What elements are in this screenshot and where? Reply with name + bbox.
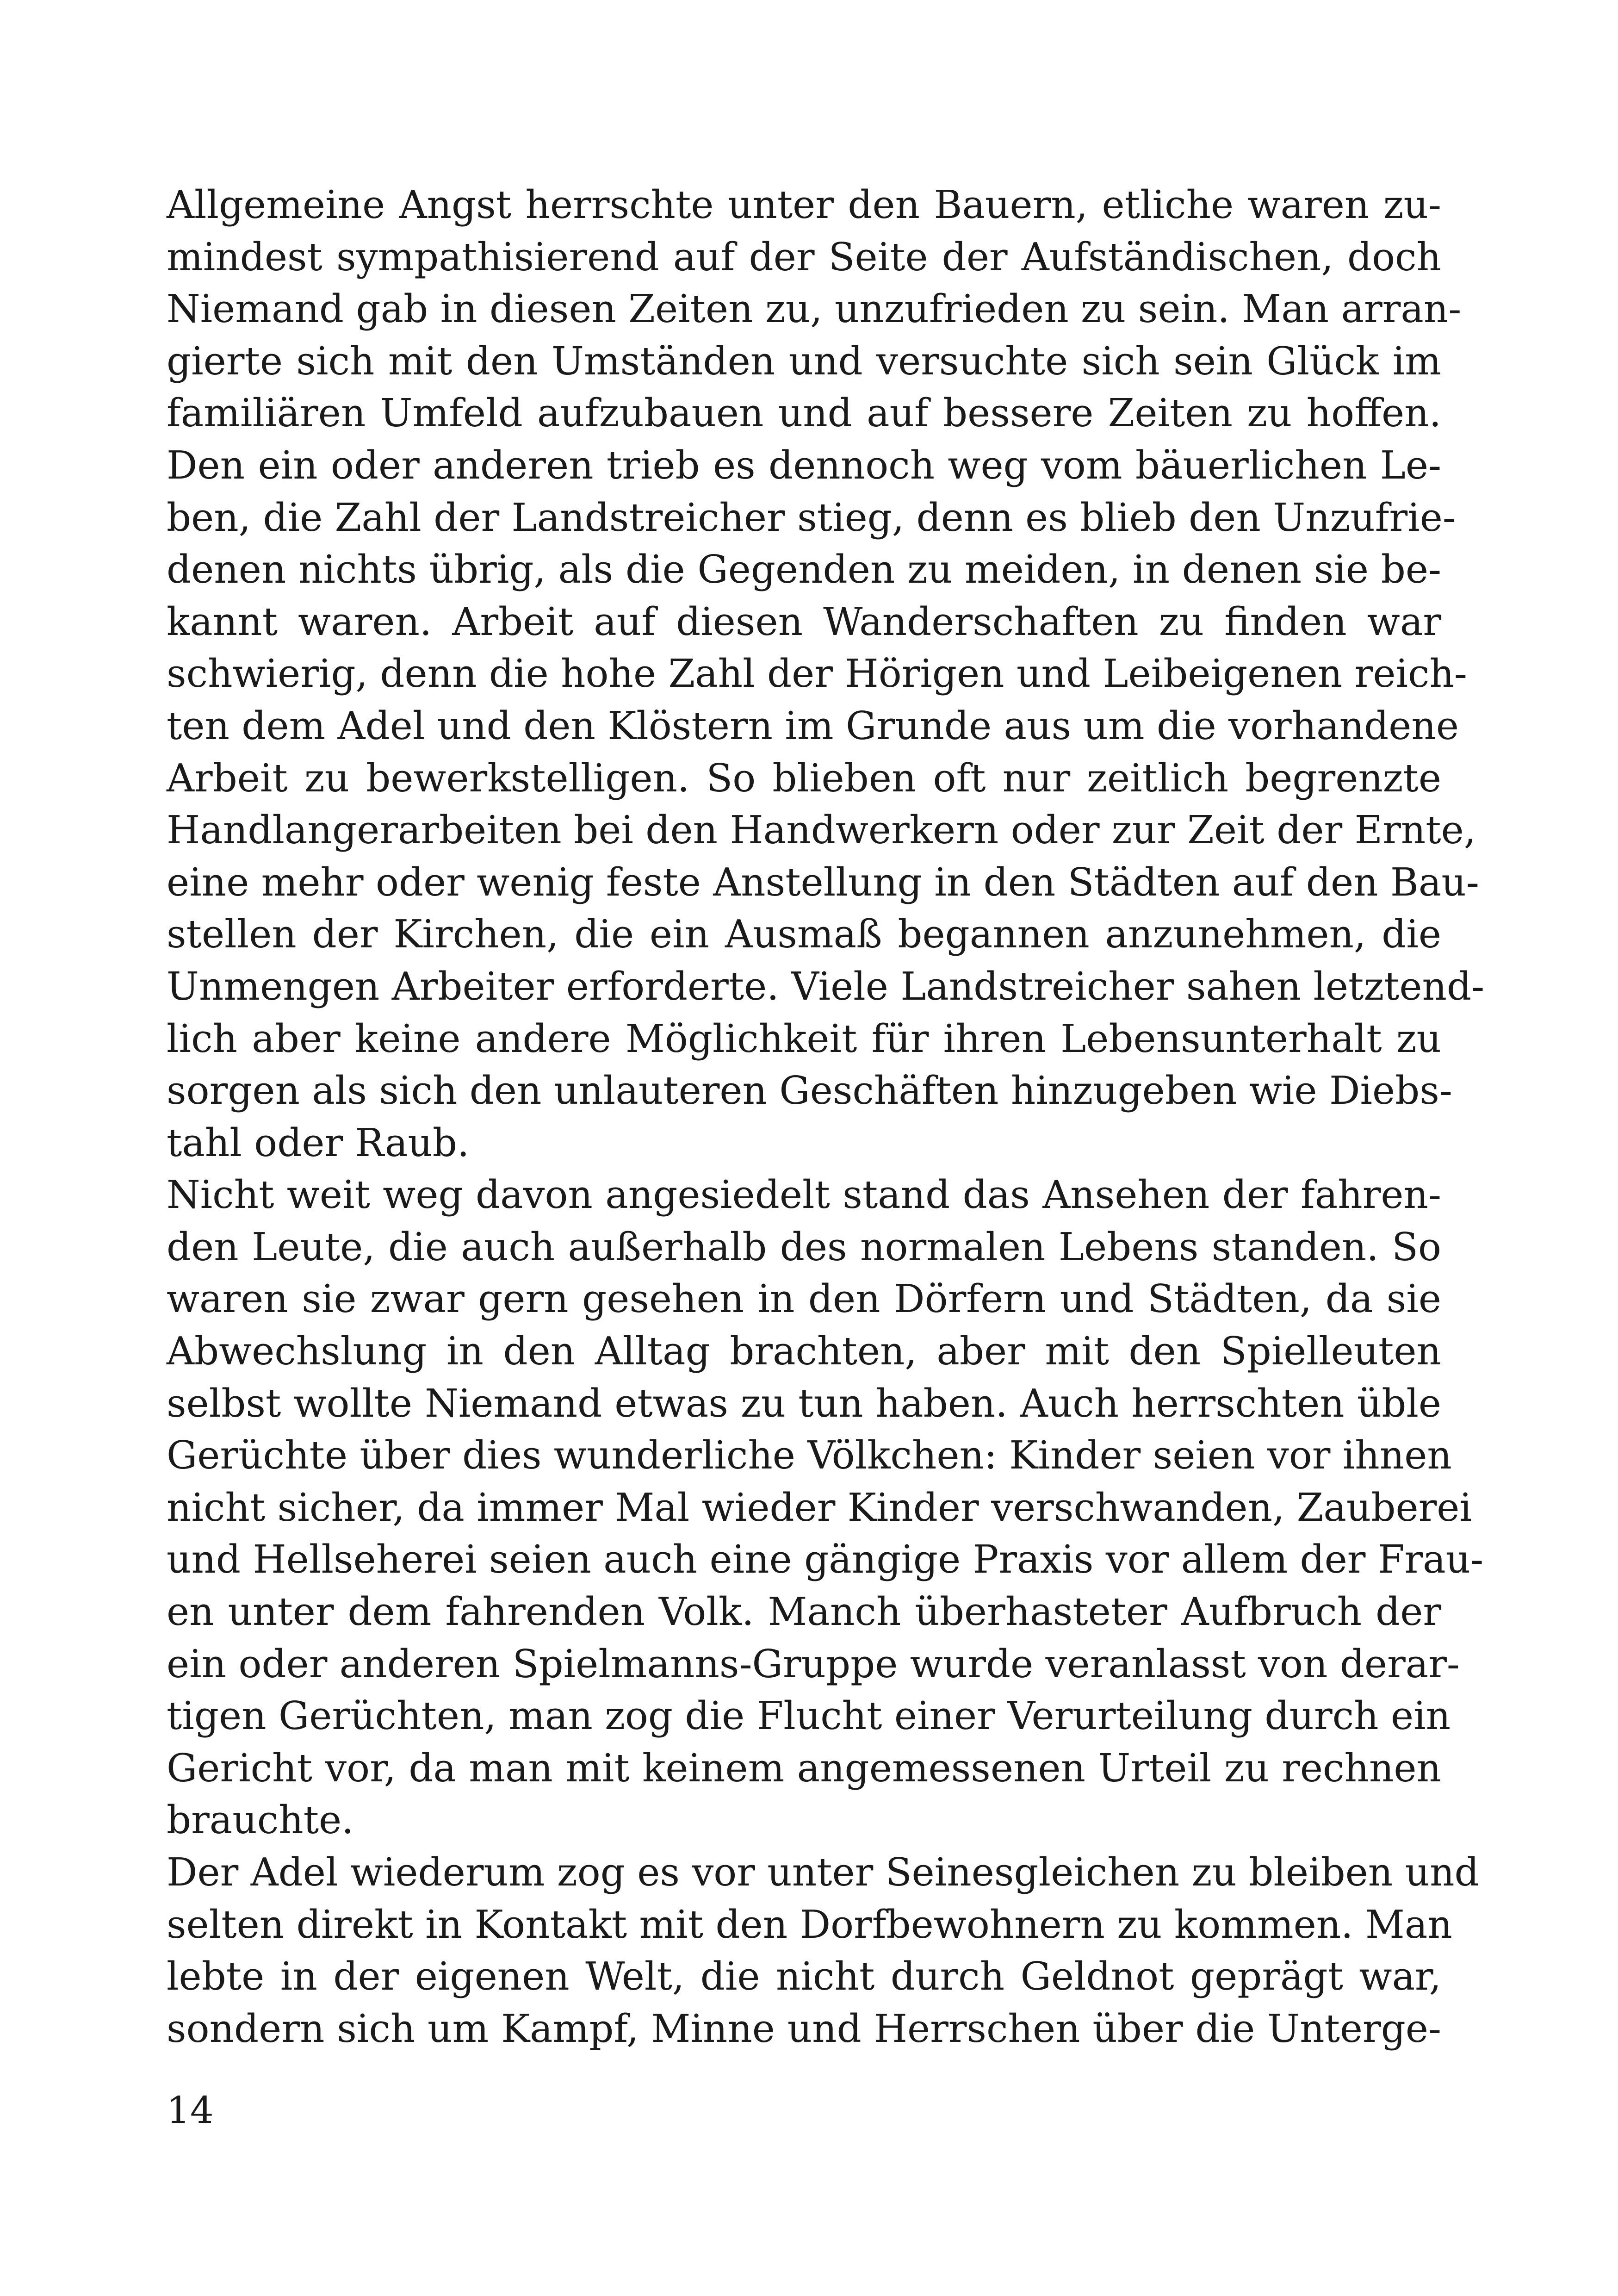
text-line: en unter dem fahrenden Volk. Manch überhasteter Aufbruch der [167, 1589, 1441, 1635]
text-line: den Leute, die auch außerhalb des normalen Lebens standen. So [167, 1224, 1441, 1269]
text-line: ein oder anderen Spielmanns-Gruppe wurde veranlasst von derar- [167, 1641, 1460, 1686]
text-line: Allgemeine Angst herrschte unter den Bauern, etliche waren zu- [167, 182, 1441, 227]
text-line: tigen Gerüchten, man zog die Flucht einer Verurteilung durch ein [167, 1693, 1451, 1739]
text-line: waren sie zwar gern gesehen in den Dörfern und Städten, da sie [167, 1276, 1441, 1322]
text-line: Den ein oder anderen trieb es dennoch weg vom bäuerlichen Le- [167, 442, 1441, 488]
text-line: Abwechslung in den Alltag brachten, aber mit den Spielleuten [167, 1329, 1441, 1374]
text-line: Niemand gab in diesen Zeiten zu, unzufrieden zu sein. Man arran- [167, 286, 1462, 332]
paragraph-3 [167, 1847, 1479, 2055]
text-line: selten direkt in Kontakt mit den Dorfbewohnern zu kommen. Man [167, 1902, 1452, 1947]
text-line: Gericht vor, da man mit keinem angemessenen Urteil zu rechnen [167, 1745, 1441, 1791]
text-line: Gerüchte über dies wunderliche Völkchen: Kinder seien vor ihnen [167, 1433, 1452, 1478]
text-line: kannt waren. Arbeit auf diesen Wanderschaften zu finden war [167, 599, 1441, 644]
text-line: sorgen als sich den unlauteren Geschäften hinzugeben wie Diebs- [167, 1068, 1452, 1114]
text-line: eine mehr oder wenig feste Anstellung in den Städten auf den Bau- [167, 859, 1479, 905]
text-line: lich aber keine andere Möglichkeit für ihren Lebensunterhalt zu [167, 1016, 1441, 1061]
text-line: lebte in der eigenen Welt, die nicht durch Geldnot geprägt war, [167, 1954, 1441, 1999]
paragraph-2 [167, 1169, 1484, 1847]
text-line: mindest sympathisierend auf der Seite der Aufständischen, doch [167, 234, 1441, 280]
paragraph-1 [167, 179, 1485, 1169]
text-line: familiären Umfeld aufzubauen und auf bessere Zeiten zu hoffen. [167, 391, 1441, 436]
text-line: ben, die Zahl der Landstreicher stieg, denn es blieb den Unzufrie- [167, 495, 1456, 540]
text-line: nicht sicher, da immer Mal wieder Kinder verschwanden, Zauberei [167, 1485, 1472, 1530]
text-line: Arbeit zu bewerkstelligen. So blieben oft nur zeitlich begrenzte [167, 755, 1441, 801]
text-line: gierte sich mit den Umständen und versuchte sich sein Glück im [167, 338, 1441, 384]
text-line: sondern sich um Kampf, Minne und Herrschen über die Unterge- [167, 2006, 1441, 2051]
text-line: selbst wollte Niemand etwas zu tun haben. Auch herrschten üble [167, 1381, 1441, 1426]
text-line: schwierig, denn die hohe Zahl der Hörigen und Leibeigenen reich- [167, 651, 1467, 697]
text-line: Unmengen Arbeiter erforderte. Viele Landstreicher sahen letztend- [167, 964, 1485, 1009]
text-line: stellen der Kirchen, die ein Ausmaß begannen anzunehmen, die [167, 912, 1441, 957]
text-line: Handlangerarbeiten bei den Handwerkern oder zur Zeit der Ernte, [167, 808, 1476, 853]
text-line: denen nichts übrig, als die Gegenden zu meiden, in denen sie be- [167, 547, 1441, 592]
text-line: brauchte. [167, 1798, 354, 1843]
text-line: tahl oder Raub. [167, 1120, 470, 1165]
text-line: und Hellseherei seien auch eine gängige Praxis vor allem der Frau- [167, 1537, 1484, 1582]
text-line: Nicht weit weg davon angesiedelt stand das Ansehen der fahren- [167, 1172, 1441, 1218]
text-line: Der Adel wiederum zog es vor unter Seinesgleichen zu bleiben und [167, 1850, 1479, 1895]
text-line: ten dem Adel und den Klöstern im Grunde aus um die vorhandene [167, 703, 1459, 748]
body-text [167, 179, 1485, 2055]
page-number: 14 [167, 2089, 214, 2132]
